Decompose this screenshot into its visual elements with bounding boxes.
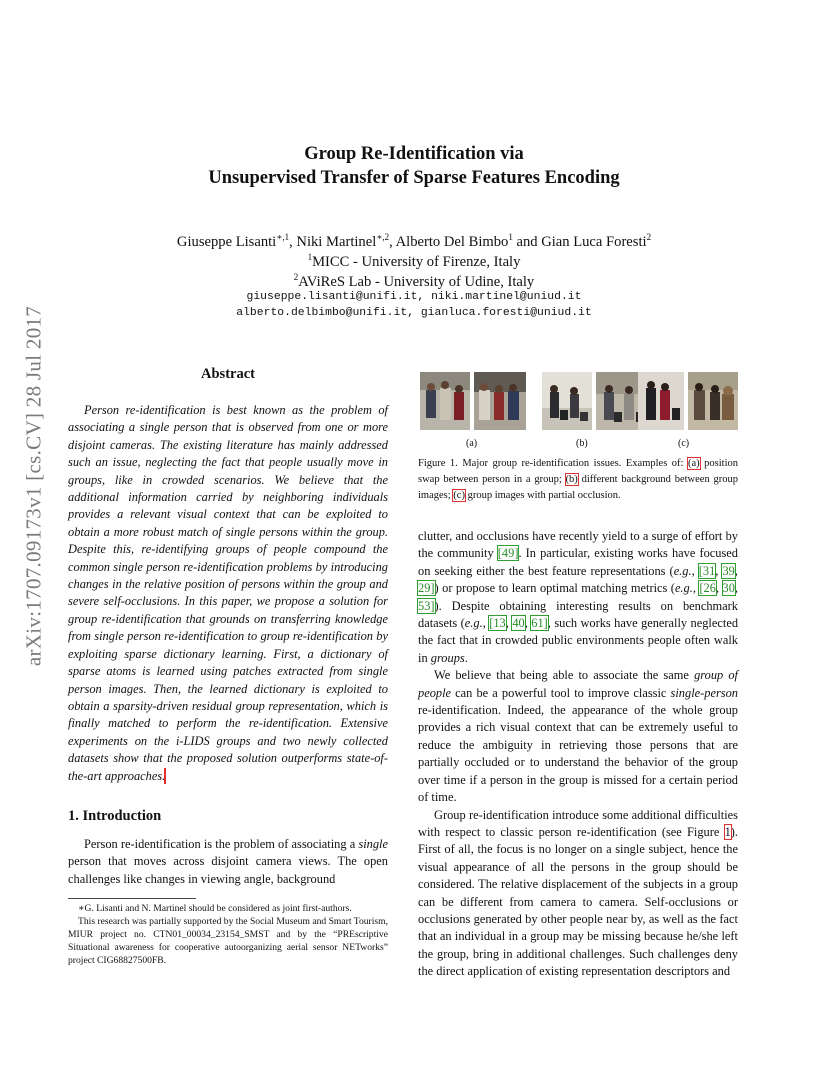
eg-3: e.g. — [464, 616, 483, 631]
caption-ref-b[interactable]: (b) — [565, 474, 578, 485]
p2-emph-single-person: single-person — [670, 685, 738, 700]
author-4: and Gian Luca Foresti — [512, 234, 647, 250]
citation-30[interactable]: 30 — [722, 581, 735, 596]
caption-text-1: Figure 1. Major group re-identification issues. Examples of: — [418, 458, 688, 469]
footnote-line-2: This research was partially supported by the Social Museum and Smart Tourism, MIUR project no. CTN01_00034_23154_SMST and by the “PREscriptive Situational awareness for cooperative autoorganizing aerial sensor NETworks” project CIG68827500FB. — [68, 916, 388, 966]
intro-emph-single: single — [358, 837, 388, 851]
intro-text-2: person that moves across disjoint camera views. The open challenges like changes in viewing angle, background — [68, 854, 388, 886]
email-line-2: alberto.delbimbo@unifi.it, gianluca.foresti@uniud.it — [236, 306, 592, 319]
email-block — [0, 290, 828, 321]
paper-title — [0, 142, 828, 190]
citation-31[interactable]: [31 — [698, 563, 716, 578]
emph-groups: groups — [430, 650, 465, 665]
p3-text-1: Group re-identification introduce some additional difficulties with respect to classic person re-identification (see Figure — [418, 807, 738, 839]
citation-26[interactable]: [26 — [699, 581, 716, 596]
right-paragraph-1: clutter, and occlusions have recently yield to a surge of effort by the community [49]. In particular, existing works have focused on seeking either the best feature representations (e.g., [31, 39, 29]) or propose to learn optimal matching metrics (e.g., [26, 30, 53]). Despite obtaining interesting results on benchmark datasets (e.g., [13, 40, 61], such works have generally neglected the fact that in crowded public environments people often walk in groups. — [418, 529, 739, 665]
citation-39[interactable]: 39 — [722, 563, 735, 578]
affiliation-1-text: MICC - University of Firenze, Italy — [312, 254, 521, 270]
right-column-body — [418, 528, 738, 981]
right-text-6: ). Despite obtaining interesting results on benchmark datasets ( — [418, 598, 738, 631]
right-text-7: , — [482, 616, 490, 631]
right-text-4: ) or propose to learn optimal matching metrics ( — [434, 581, 675, 596]
caption-text-4: group images with partial occlusion. — [464, 490, 621, 501]
arxiv-stamp-text: arXiv:1707.09173v1 [cs.CV] 28 Jul 2017 — [21, 305, 46, 667]
figure-ref-1[interactable]: 1 — [724, 824, 731, 839]
author-2: , Niki Martinel — [289, 234, 377, 250]
figure-label-b: (b) — [576, 438, 588, 449]
figure-photo-c2 — [688, 372, 738, 430]
title-line-2: Unsupervised Transfer of Sparse Features Encoding — [208, 168, 620, 188]
affiliation-1 — [0, 252, 828, 272]
right-text-8: , such works have generally neglected the fact that in crowded public environments people often walk in — [418, 616, 739, 665]
author-block — [0, 232, 828, 292]
right-text-3: , — [691, 563, 699, 578]
right-paragraph-2 — [418, 667, 738, 806]
right-text-5: , — [692, 581, 700, 596]
intro-text-1: Person re-identification is the problem of associating a — [84, 837, 359, 851]
caption-ref-c[interactable]: (c) — [453, 490, 465, 501]
p2-emph-group-of-people: group of people — [418, 668, 738, 700]
figure-photo-a1 — [420, 372, 470, 430]
figure-photo-b1 — [542, 372, 592, 430]
abstract-text — [68, 402, 388, 785]
figure-photo-c1 — [638, 372, 684, 430]
author-3-sup: 1 — [508, 232, 513, 243]
footnote — [68, 902, 388, 967]
abstract-body: Person re-identification is best known as the problem of associating a single person that is observed from one or more disjoint cameras. The existing literature has mainly addressed such an issue, neglecting the fact that people usually move in groups, like in crowded scenarios. We believe that the additional information carried by neighboring individuals provides a relevant visual context that can be exploited to obtain a more robust match of single persons within the group. Despite this, re-identifying groups of people compound the common single person re-identification problems by introducing changes in the relative position of persons within the group and severe self-occlusions. In this paper, we propose a solution for group re-identification that grounds on transferring knowledge from single person re-identification to group re-identification by exploiting sparse dictionary learning. First, a dictionary of sparse atoms is learned using patches extracted from single person images. Then, the learned dictionary is exploited to obtain a sparsity-driven residual group representation, which is finally matched to perform the re-identification. Extensive experiments on the i-LIDS groups and two newly collected datasets show that the proposed solution outperforms state-of-the-art approaches. — [68, 403, 388, 783]
author-1-sup: ∗,1 — [276, 232, 290, 243]
p2-text-3: re-identification. Indeed, the appearance of the whole group provides a rich visual context that can be extremely useful to reduce the ambiguity in retrieving those persons that are partially occluded or to understand the behavior of the group over time if a person in the group is missed for a certain period of time. — [418, 703, 738, 805]
email-line-1: giuseppe.lisanti@unifi.it, niki.martinel@uniud.it — [246, 291, 582, 303]
right-text-1: clutter, and occlusions have recently yield to a surge of effort by the community — [418, 529, 738, 561]
right-paragraph-3 — [418, 807, 738, 981]
right-text-2: . In particular, existing works have focused on seeking either the best feature representations ( — [418, 546, 738, 578]
citation-61[interactable]: 61] — [531, 616, 548, 631]
citation-53[interactable]: 53] — [418, 598, 435, 613]
footnote-line-1: ∗G. Lisanti and N. Martinel should be considered as joint first-authors. — [78, 903, 352, 914]
introduction-paragraph — [68, 836, 388, 888]
figure-label-a: (a) — [466, 438, 478, 449]
author-3: , Alberto Del Bimbo — [389, 234, 509, 250]
author-names — [0, 232, 828, 252]
title-line-1: Group Re-Identification via — [304, 144, 524, 164]
arxiv-stamp — [14, 296, 54, 676]
affiliation-2-text: AViReS Lab - University of Udine, Italy — [298, 274, 535, 290]
affiliation-2-sup: 2 — [293, 272, 299, 283]
affiliation-2 — [0, 272, 828, 292]
caption-ref-a[interactable]: (a) — [687, 458, 700, 469]
caption-text-3: different background between group images; — [418, 474, 738, 501]
p2-text-1: We believe that being able to associate the same — [434, 668, 695, 683]
citation-49[interactable]: [49] — [497, 546, 519, 561]
eg-2: e.g. — [674, 581, 693, 596]
citation-13[interactable]: [13 — [489, 616, 506, 631]
footnote-rule — [68, 898, 196, 899]
author-4-sup: 2 — [646, 232, 652, 243]
citation-40[interactable]: 40 — [512, 616, 525, 631]
figure-1 — [418, 372, 738, 452]
abstract-heading: Abstract — [201, 366, 255, 382]
author-1: Giuseppe Lisanti — [176, 234, 277, 250]
figure-label-c: (c) — [678, 438, 690, 449]
author-2-sup: ∗,2 — [376, 232, 390, 243]
figure-photo-a2 — [474, 372, 526, 430]
affiliation-1-sup: 1 — [307, 252, 313, 263]
eg-1: e.g. — [673, 563, 692, 578]
figure-caption — [418, 456, 738, 504]
introduction-heading: 1. Introduction — [68, 808, 162, 824]
p2-text-2: can be a powerful tool to improve classic — [451, 685, 671, 700]
citation-29[interactable]: 29] — [418, 581, 435, 596]
right-text-9: . — [464, 650, 468, 665]
caption-text-2: position swap between person in a group; — [418, 458, 738, 485]
p3-text-2: ). First of all, the focus is no longer on a single subject, hence the visual appearance of all the persons in the group should be considered. The relative displacement of the subjects in a group can be different from camera to camera. Self-occlusions or occlusions generated by other people near by, as well as the fact that an individual in a group may be missing because he/she left the group, bring in additional challenges. Such challenges deny the direct application of existing representation descriptors and — [418, 824, 738, 979]
